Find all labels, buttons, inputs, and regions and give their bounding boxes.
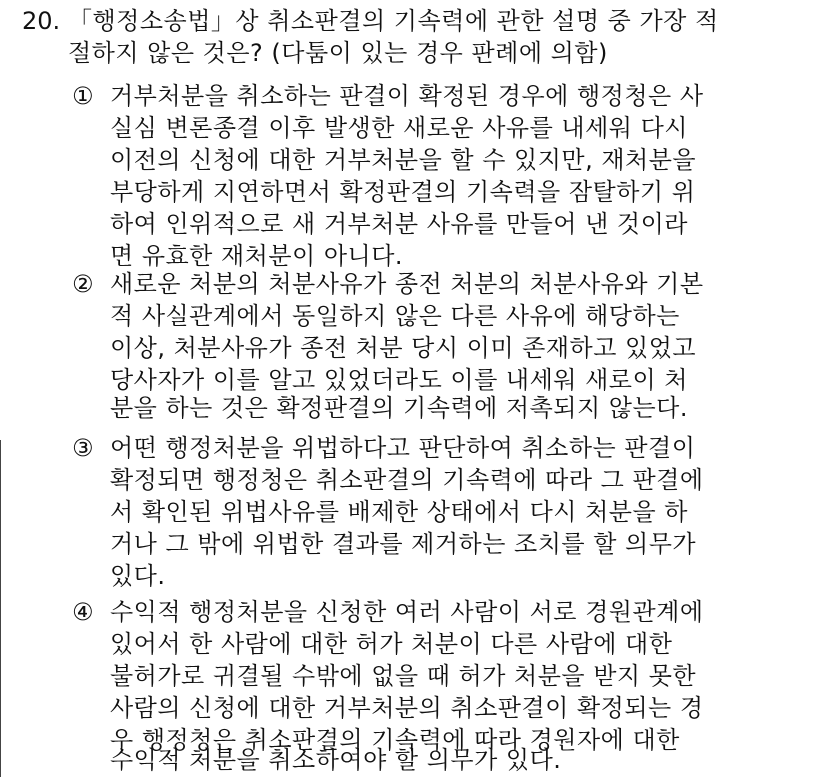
option-1-line: 부당하게 지연하면서 확정판결의 기속력을 잠탈하기 위 <box>110 178 696 206</box>
question-text-line: 절하지 않은 것은? (다툼이 있는 경우 판례에 의함) <box>68 39 608 67</box>
option-4-line: 있어서 한 사람에 대한 허가 처분이 다른 사람에 대한 <box>110 630 673 658</box>
option-3-line: 확정되면 행정청은 취소판결의 기속력에 따라 그 판결에 <box>110 466 704 494</box>
option-2-marker: ② <box>72 270 94 298</box>
option-4-line: 수익적 행정처분을 신청한 여러 사람이 서로 경원관계에 <box>110 598 704 626</box>
option-3-line: 있다. <box>110 562 166 590</box>
question-text-line: 「행정소송법」상 취소판결의 기속력에 관한 설명 중 가장 적 <box>68 7 719 35</box>
option-2-line-clipped: 당사자가 이를 알고 있었더라도 이를 내세워 새로이 처 <box>110 366 688 394</box>
option-3-line: 어떤 행정처분을 위법하다고 판단하여 취소하는 판결이 <box>110 434 696 462</box>
option-1-line: 이전의 신청에 대한 거부처분을 할 수 있지만, 재처분을 <box>110 146 697 174</box>
option-4-line: 우 행정청은 취소판결의 기속력에 따라 경원자에 대한 <box>110 726 680 754</box>
option-4-line: 수익적 처분을 취소하여야 할 의무가 있다. <box>110 746 562 774</box>
option-1-line: 하여 인위적으로 새 거부처분 사유를 만들어 낸 것이라 <box>110 210 688 238</box>
option-1-line: 면 유효한 재처분이 아니다. <box>110 242 404 270</box>
option-4-line: 사람의 신청에 대한 거부처분의 취소판결이 확정되는 경 <box>110 694 704 722</box>
option-1-line: 거부처분을 취소하는 판결이 확정된 경우에 행정청은 사 <box>110 82 704 110</box>
option-3-line: 서 확인된 위법사유를 배제한 상태에서 다시 처분을 하 <box>110 498 688 526</box>
option-2-line: 이상, 처분사유가 종전 처분 당시 이미 존재하고 있었고 <box>110 334 697 362</box>
option-2-line: 적 사실관계에서 동일하지 않은 다른 사유에 해당하는 <box>110 302 680 330</box>
option-3-line: 거나 그 밖에 위법한 결과를 제거하는 조치를 할 의무가 <box>110 530 697 558</box>
option-1-marker: ① <box>72 82 94 110</box>
question-number: 20. <box>22 7 61 35</box>
option-1-line: 실심 변론종결 이후 발생한 새로운 사유를 내세워 다시 <box>110 114 688 142</box>
option-2-line: 분을 하는 것은 확정판결의 기속력에 저촉되지 않는다. <box>110 394 688 422</box>
option-4-line: 불허가로 귀결될 수밖에 없을 때 허가 처분을 받지 못한 <box>110 662 697 690</box>
margin-rule <box>0 440 1 777</box>
option-3-marker: ③ <box>72 434 94 462</box>
option-4-marker: ④ <box>72 598 94 626</box>
option-2-line: 새로운 처분의 처분사유가 종전 처분의 처분사유와 기본 <box>110 270 704 298</box>
